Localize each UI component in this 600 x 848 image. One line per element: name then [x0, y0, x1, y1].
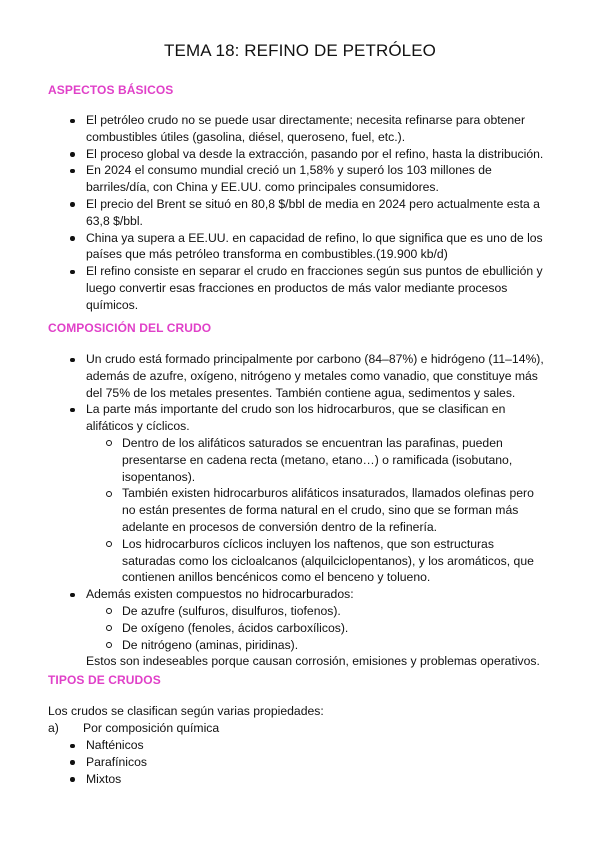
- list-item-text: Un crudo está formado principalmente por carbono (84–87%) e hidrógeno (11–14%), además de azufre, oxígeno, nitrógeno y metales como vanadio, que constituye más del 75% de los metales presentes. También contiene agua, sedimentos y sales.: [86, 352, 544, 400]
- note-indeseables: Estos son indeseables porque causan corrosión, emisiones y problemas operativos.: [86, 654, 540, 669]
- tipos-a-list: [0, 737, 600, 787]
- page-title: TEMA 18: REFINO DE PETRÓLEO: [164, 41, 436, 60]
- heading-tipos-de-crudos: TIPOS DE CRUDOS: [48, 673, 161, 687]
- list-item: El precio del Brent se situó en 80,8 $/bbl de media en 2024 pero actualmente esta a 63,8 $/bbl.: [0, 196, 600, 230]
- list-item: El proceso global va desde la extracción, pasando por el refino, hasta la distribución.: [0, 146, 600, 163]
- list-item: [0, 351, 600, 401]
- section-composicion: [0, 351, 600, 670]
- list-item: [0, 401, 600, 586]
- subsection-label: a): [48, 721, 59, 735]
- sub-list-item: También existen hidrocarburos alifáticos insaturados, llamados olefinas pero no están presentes de forma natural en el crudo, sino que se forman más adelante en procesos de conversión dentro de la refinería.: [122, 485, 550, 535]
- section-aspectos-basicos: [0, 112, 600, 314]
- list-item: El petróleo crudo no se puede usar directamente; necesita refinarse para obtener combustibles útiles (gasolina, diésel, queroseno, fuel, etc.).: [0, 112, 600, 146]
- list-item: [0, 586, 600, 653]
- list-item-text: La parte más importante del crudo son los hidrocarburos, que se clasifican en alifáticos y cíclicos.: [86, 402, 506, 434]
- sub-list-hidrocarburos: [86, 435, 550, 586]
- bullet-list-basicos: [0, 112, 600, 314]
- list-item: China ya supera a EE.UU. en capacidad de refino, lo que significa que es uno de los países que más petróleo transforma en combustibles.(19.900 kb/d): [0, 230, 600, 264]
- subsection-title: Por composición química: [83, 721, 220, 735]
- list-item: Parafínicos: [0, 754, 600, 771]
- sub-list-item: De nitrógeno (aminas, piridinas).: [122, 637, 550, 654]
- heading-composicion: COMPOSICIÓN DEL CRUDO: [48, 321, 212, 335]
- list-item-text: Además existen compuestos no hidrocarburados:: [86, 587, 354, 602]
- bullet-list-composicion: [0, 351, 600, 653]
- list-item: Nafténicos: [0, 737, 600, 754]
- bullet-list-tipos: [0, 737, 600, 787]
- list-item: El refino consiste en separar el crudo en fracciones según sus puntos de ebullición y luego convertir esas fracciones en productos de más valor mediante procesos químicos.: [0, 263, 600, 313]
- sub-list-item: De oxígeno (fenoles, ácidos carboxílicos).: [122, 620, 550, 637]
- list-item: En 2024 el consumo mundial creció un 1,58% y superó los 103 millones de barriles/día, con China y EE.UU. como principales consumidores.: [0, 162, 600, 196]
- sub-list-item: Los hidrocarburos cíclicos incluyen los naftenos, que son estructuras saturadas como los cicloalcanos (alquilciclopentanos), y los aromáticos, que contienen anillos bencénicos como el benceno y tolueno.: [122, 536, 550, 586]
- list-item: Mixtos: [0, 771, 600, 788]
- sub-list-no-hidrocarburos: [86, 603, 550, 653]
- tipos-intro: Los crudos se clasifican según varias propiedades:: [48, 704, 324, 718]
- tipos-subsection-a: [48, 720, 219, 737]
- heading-aspectos-basicos: ASPECTOS BÁSICOS: [48, 83, 174, 97]
- sub-list-item: Dentro de los alifáticos saturados se encuentran las parafinas, pueden presentarse en cadena recta (metano, etano…) o ramificada (isobutano, isopentanos).: [122, 435, 550, 485]
- sub-list-item: De azufre (sulfuros, disulfuros, tiofenos).: [122, 603, 550, 620]
